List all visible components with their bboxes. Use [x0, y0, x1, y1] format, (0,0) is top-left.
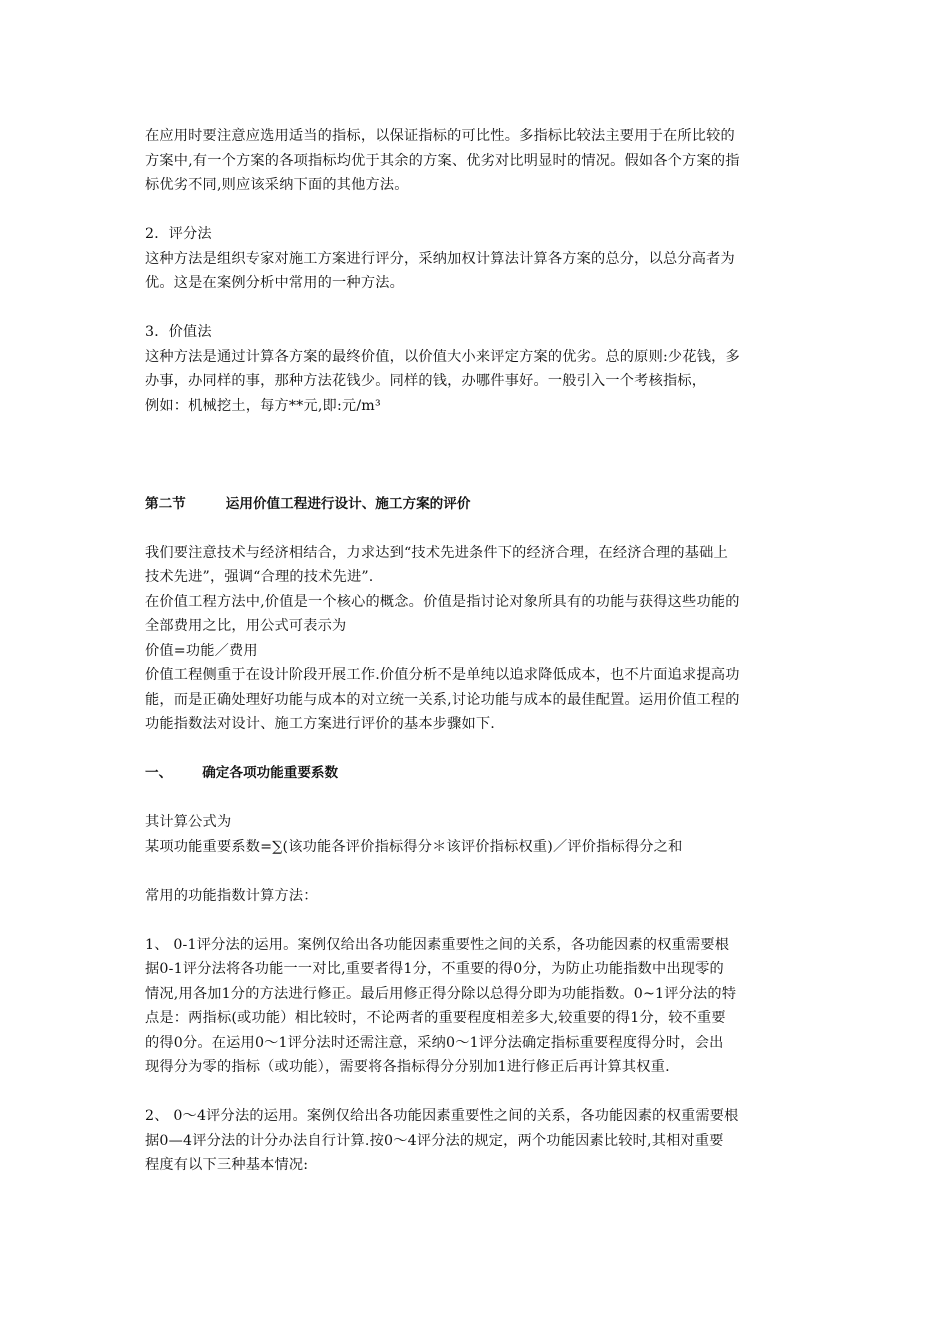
method-title: 2．评分法 — [145, 226, 212, 242]
formula-line: 价值=功能／费用 — [145, 642, 258, 659]
value-method-block — [145, 320, 810, 418]
text-line: 能，而是正确处理好功能与成本的对立统一关系,讨论功能与成本的最佳配置。运用价值工程的 — [145, 691, 740, 708]
section-label: 第二节 — [145, 495, 186, 512]
spacer — [145, 908, 810, 933]
text-line: 现得分为零的指标（或功能），需要将各指标得分分别加1进行修正后再计算其权重. — [145, 1059, 670, 1075]
text-line: 这种方法是组织专家对施工方案进行评分，采纳加权计算法计算各方案的总分，以总分高者为 — [145, 250, 735, 267]
spacer — [145, 467, 810, 492]
formula-line: 某项功能重要系数=∑(该功能各评价指标得分＊该评价指标权重)／评价指标得分之和 — [145, 838, 683, 855]
section-title: 运用价值工程进行设计、施工方案的评价 — [225, 495, 471, 512]
spacer — [145, 296, 810, 321]
text-line: 据0-1评分法将各功能一一对比,重要者得1分，不重要的得0分，为防止功能指数中出现零的 — [145, 961, 724, 977]
text-line: 情况,用各加1分的方法进行修正。最后用修正得分除以总得分即为功能指数。0~1评分法的特 — [145, 985, 737, 1002]
text-line: 程度有以下三种基本情况: — [145, 1157, 309, 1173]
spacer — [145, 737, 810, 762]
spacer — [145, 1080, 810, 1105]
text-line: 功能指数法对设计、施工方案进行评价的基本步骤如下. — [145, 716, 496, 732]
subsection-title: 确定各项功能重要系数 — [202, 765, 339, 781]
text-line: 的得0分。在运用0～1评分法时还需注意，采纳0～1评分法确定指标重要程度得分时，会出 — [145, 1034, 724, 1051]
list-item-0-1-scoring — [145, 933, 810, 1080]
text-line: 办事，办同样的事，那种方法花钱少。同样的钱，办哪件事好。一般引入一个考核指标， — [145, 373, 707, 389]
text-line: 价值工程侧重于在设计阶段开展工作.价值分析不是单纯以追求降低成本，也不片面追求提高功 — [145, 667, 740, 683]
text-line: 点是：两指标(或功能）相比较时，不论两者的重要程度相差多大,较重要的得1分，较不重要 — [145, 1010, 726, 1026]
methods-intro: 常用的功能指数计算方法： — [145, 887, 318, 904]
scoring-method-block — [145, 222, 810, 296]
intro-paragraph — [145, 124, 810, 198]
text-line: 2、 0～4评分法的运用。案例仅给出各功能因素重要性之间的关系，各功能因素的权重需要根 — [145, 1108, 739, 1124]
list-item-0-4-scoring — [145, 1104, 810, 1178]
formula-block — [145, 810, 810, 859]
section-heading — [145, 492, 810, 517]
text-line: 在价值工程方法中,价值是一个核心的概念。价值是指讨论对象所具有的功能与获得这些功能的 — [145, 593, 740, 610]
spacer — [145, 418, 810, 443]
spacer — [145, 859, 810, 884]
text-line: 其计算公式为 — [145, 814, 232, 830]
spacer — [145, 198, 810, 223]
text-line: 方案中,有一个方案的各项指标均优于其余的方案、优劣对比明显时的情况。假如各个方案的指 — [145, 152, 740, 169]
subsection-heading — [145, 761, 810, 786]
text-line: 这种方法是通过计算各方案的最终价值，以价值大小来评定方案的优劣。总的原则:少花钱，多 — [145, 348, 740, 365]
text-line: 1、 0-1评分法的运用。案例仅给出各功能因素重要性之间的关系，各功能因素的权重需要根 — [145, 936, 730, 953]
method-title: 3．价值法 — [145, 324, 212, 340]
text-line: 在应用时要注意应选用适当的指标，以保证指标的可比性。多指标比较法主要用于在所比较的 — [145, 128, 735, 144]
text-line: 例如：机械挖土，每方**元,即:元/m³ — [145, 397, 381, 414]
text-line: 我们要注意技术与经济相结合，力求达到“技术先进条件下的经济合理，在经济合理的基础上 — [145, 544, 728, 561]
spacer — [145, 443, 810, 468]
text-line: 标优劣不同,则应该采纳下面的其他方法。 — [145, 177, 409, 193]
text-line: 优。这是在案例分析中常用的一种方法。 — [145, 275, 404, 291]
section-body — [145, 541, 810, 737]
spacer — [145, 786, 810, 811]
subsection-label: 一、 — [145, 765, 173, 781]
document-page — [145, 124, 810, 1178]
text-line: 技术先进”，强调“合理的技术先进”. — [145, 569, 374, 585]
spacer — [145, 516, 810, 541]
text-line: 全部费用之比，用公式可表示为 — [145, 618, 347, 634]
text-line: 据0—4评分法的计分办法自行计算.按0～4评分法的规定，两个功能因素比较时,其相对重要 — [145, 1132, 724, 1149]
